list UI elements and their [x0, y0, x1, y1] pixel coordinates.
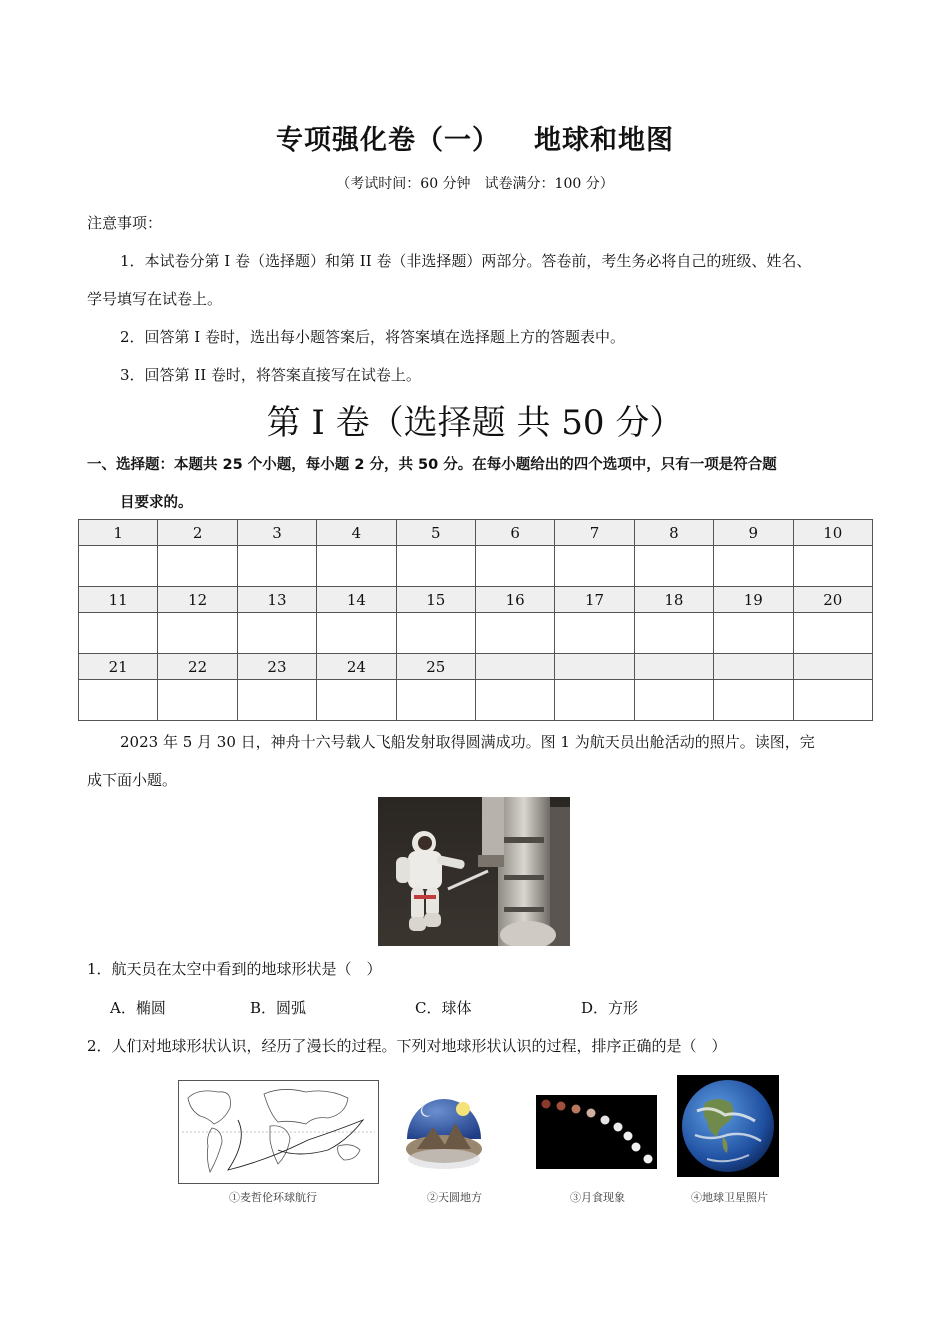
answer-number: 5 [396, 520, 475, 546]
answer-cell[interactable] [555, 546, 634, 587]
answer-number: 10 [793, 520, 872, 546]
answer-number: 23 [237, 654, 316, 680]
answer-cell[interactable] [237, 613, 316, 654]
answer-cell[interactable] [714, 613, 793, 654]
answer-number: 19 [714, 587, 793, 613]
answer-number: 24 [317, 654, 396, 680]
answer-number [714, 654, 793, 680]
answer-number: 9 [714, 520, 793, 546]
answer-cell[interactable] [158, 680, 237, 721]
answer-cell[interactable] [317, 613, 396, 654]
answer-number: 15 [396, 587, 475, 613]
answer-number-row [79, 654, 873, 680]
q2-stem: 2．人们对地球形状认识，经历了漫长的过程。下列对地球形状认识的过程，排序正确的是（ ） [87, 1037, 727, 1055]
answer-number: 7 [555, 520, 634, 546]
answer-number: 22 [158, 654, 237, 680]
answer-cell[interactable] [158, 613, 237, 654]
exam-info: （考试时间：60 分钟 试卷满分：100 分） [336, 176, 614, 192]
answer-number [475, 654, 554, 680]
notes-heading: 注意事项： [87, 214, 163, 232]
answer-cell[interactable] [396, 546, 475, 587]
answer-cell [555, 680, 634, 721]
q1-option-a[interactable]: A．椭圆 [110, 999, 166, 1017]
answer-cell[interactable] [793, 546, 872, 587]
answer-cell[interactable] [237, 680, 316, 721]
answer-blank-row [79, 613, 873, 654]
answer-cell[interactable] [475, 613, 554, 654]
q1-option-d[interactable]: D．方形 [581, 999, 639, 1017]
answer-number: 14 [317, 587, 396, 613]
answer-number: 21 [79, 654, 158, 680]
answer-number: 3 [237, 520, 316, 546]
answer-cell[interactable] [475, 546, 554, 587]
passage-line-2: 成下面小题。 [87, 771, 178, 789]
answer-cell[interactable] [555, 613, 634, 654]
answer-number: 20 [793, 587, 872, 613]
answer-cell [634, 680, 713, 721]
answer-cell[interactable] [237, 546, 316, 587]
answer-number: 1 [79, 520, 158, 546]
answer-number: 18 [634, 587, 713, 613]
lunar-eclipse-figure [536, 1095, 657, 1169]
note-3: 3．回答第 II 卷时，将答案直接写在试卷上。 [120, 366, 421, 384]
answer-table [78, 519, 873, 721]
section-title: 第 I 卷（选择题 共 50 分） [266, 403, 684, 443]
answer-number-row [79, 520, 873, 546]
answer-number: 25 [396, 654, 475, 680]
answer-number [555, 654, 634, 680]
answer-cell[interactable] [634, 613, 713, 654]
figure-caption-1: ①麦哲伦环球航行 [229, 1191, 317, 1204]
answer-number: 8 [634, 520, 713, 546]
answer-cell[interactable] [793, 613, 872, 654]
astronaut-photo [378, 797, 570, 946]
earth-satellite-figure [677, 1075, 779, 1177]
answer-cell[interactable] [79, 680, 158, 721]
answer-number [793, 654, 872, 680]
section-instructions-line-1: 一、选择题：本题共 25 个小题，每小题 2 分，共 50 分。在每小题给出的四个选项中，只有一项是符合题 [87, 457, 777, 473]
answer-cell[interactable] [396, 613, 475, 654]
answer-blank-row [79, 546, 873, 587]
answer-cell[interactable] [79, 613, 158, 654]
page-title [0, 118, 950, 157]
answer-cell [793, 680, 872, 721]
q1-stem: 1．航天员在太空中看到的地球形状是（ ） [87, 960, 382, 978]
figure-caption-3: ③月食现象 [570, 1191, 625, 1204]
answer-cell [714, 680, 793, 721]
answer-number: 2 [158, 520, 237, 546]
answer-cell[interactable] [158, 546, 237, 587]
magellan-map-figure [178, 1080, 379, 1184]
answer-number: 16 [475, 587, 554, 613]
note-1-line-2: 学号填写在试卷上。 [87, 290, 223, 308]
answer-number [634, 654, 713, 680]
answer-number: 17 [555, 587, 634, 613]
note-1-line-1: 1．本试卷分第 I 卷（选择题）和第 II 卷（非选择题）两部分。答卷前，考生务必将自己的班级、姓名、 [120, 252, 812, 270]
heaven-earth-figure [403, 1087, 485, 1175]
answer-number: 6 [475, 520, 554, 546]
answer-cell[interactable] [634, 546, 713, 587]
title-main: 专项强化卷（一） [276, 125, 500, 156]
answer-cell[interactable] [317, 680, 396, 721]
answer-blank-row [79, 680, 873, 721]
answer-number-row [79, 587, 873, 613]
section-instructions-line-2: 目要求的。 [120, 495, 193, 511]
answer-number: 13 [237, 587, 316, 613]
answer-cell [475, 680, 554, 721]
answer-cell[interactable] [714, 546, 793, 587]
figure-caption-2: ②天圆地方 [427, 1191, 482, 1204]
note-2: 2．回答第 I 卷时，选出每小题答案后，将答案填在选择题上方的答题表中。 [120, 328, 626, 346]
figure-caption-4: ④地球卫星照片 [691, 1191, 768, 1204]
answer-number: 11 [79, 587, 158, 613]
answer-cell[interactable] [317, 546, 396, 587]
passage-line-1: 2023 年 5 月 30 日，神舟十六号载人飞船发射取得圆满成功。图 1 为航天员出舱活动的照片。读图，完 [120, 733, 815, 751]
answer-number: 12 [158, 587, 237, 613]
q1-option-c[interactable]: C．球体 [415, 999, 472, 1017]
title-topic: 地球和地图 [534, 125, 674, 156]
answer-cell[interactable] [396, 680, 475, 721]
answer-cell[interactable] [79, 546, 158, 587]
answer-number: 4 [317, 520, 396, 546]
q1-option-b[interactable]: B．圆弧 [250, 999, 307, 1017]
